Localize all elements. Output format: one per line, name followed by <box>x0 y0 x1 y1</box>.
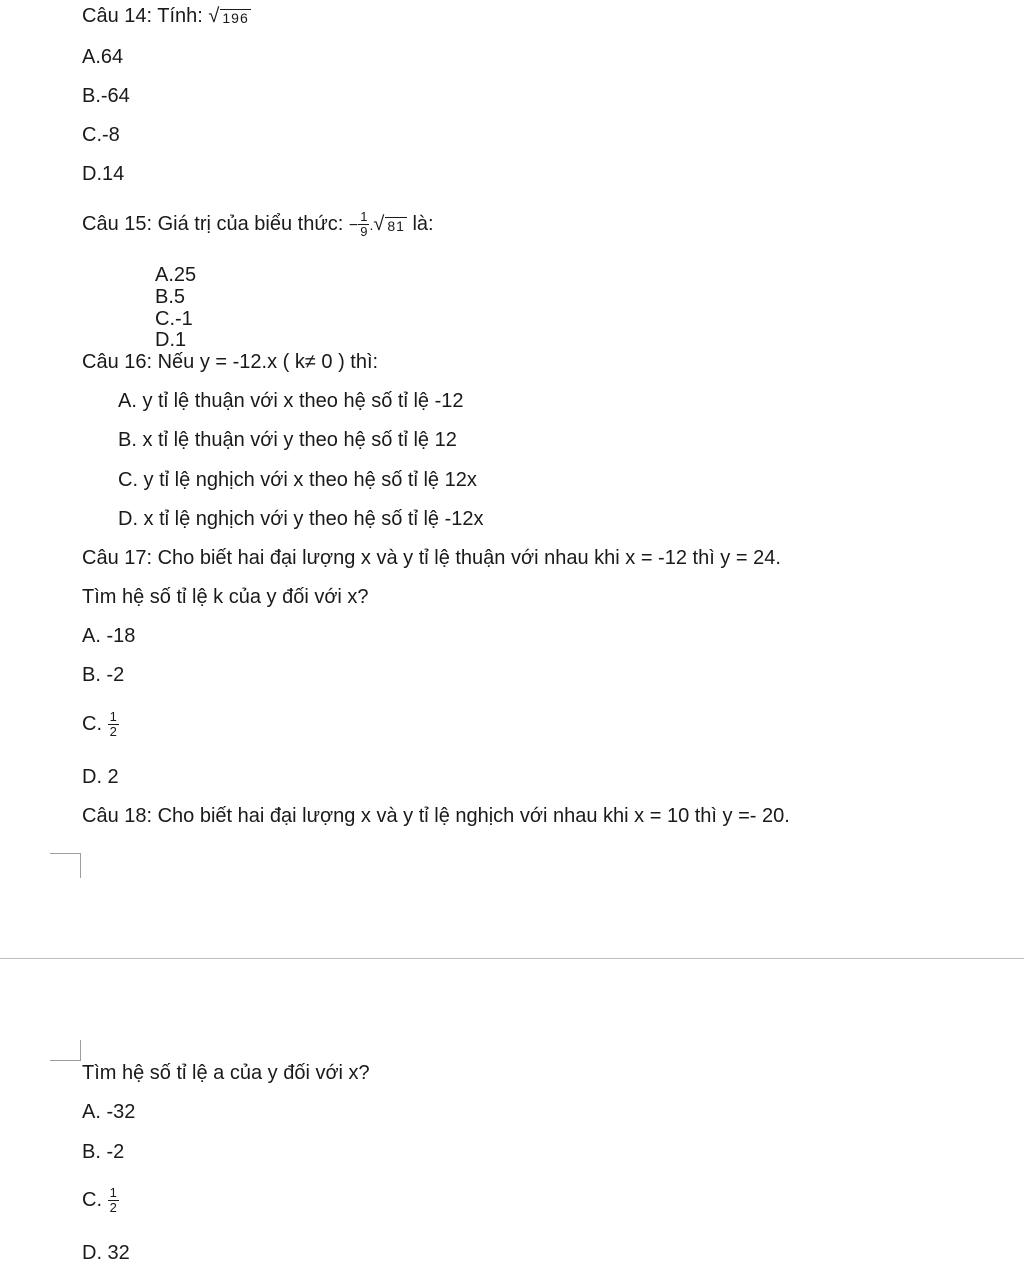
q16-option-d: D. x tỉ lệ nghịch với y theo hệ số tỉ lệ -12x <box>118 508 484 530</box>
q15-option-c: C.-1 <box>155 308 193 330</box>
sqrt-expression: √ 196 <box>208 5 249 27</box>
q14-option-b: B.-64 <box>82 85 130 107</box>
q17-option-d: D. 2 <box>82 766 119 788</box>
question-18-stem-line2: Tìm hệ số tỉ lệ a của y đối với x? <box>82 1062 370 1084</box>
q18-option-a: A. -32 <box>82 1101 136 1123</box>
fraction: $\frac{1}{9}$ <box>360 209 368 240</box>
q16-option-b: B. x tỉ lệ thuận với y theo hệ số tỉ lệ 12 <box>118 429 457 451</box>
page-corner-mark <box>50 853 81 878</box>
q14-option-c: C.-8 <box>82 124 120 146</box>
question-14-stem: Câu 14: Tính: √ 196 <box>82 5 249 27</box>
fraction: $\frac{1}{2}$ <box>109 709 117 740</box>
q18-option-d: D. 32 <box>82 1242 130 1264</box>
q15-option-b: B.5 <box>155 286 186 308</box>
q18-option-c: C. $\frac{1}{2}$ <box>82 1185 117 1216</box>
q17-option-a: A. -18 <box>82 625 136 647</box>
page-break-divider <box>0 958 1024 959</box>
sqrt-expression: √ 81 <box>373 213 405 235</box>
q15-option-d: D.1 <box>155 329 187 351</box>
question-17-stem-line2: Tìm hệ số tỉ lệ k của y đối với x? <box>82 586 369 608</box>
q17-option-c: C. $\frac{1}{2}$ <box>82 709 117 740</box>
radical-sign-icon: √ <box>208 5 221 27</box>
q18-option-b: B. -2 <box>82 1141 125 1163</box>
q15-option-a: A.25 <box>155 264 197 286</box>
question-15-stem: Câu 15: Giá trị của biểu thức: − $\frac{1}{9}$ . √ 81 là: <box>82 209 434 240</box>
radical-sign-icon: √ <box>373 213 386 235</box>
question-16-stem: Câu 16: Nếu y = -12.x ( k≠ 0 ) thì: <box>82 351 379 373</box>
q16-option-a: A. y tỉ lệ thuận với x theo hệ số tỉ lệ -12 <box>118 390 464 412</box>
q17-option-b: B. -2 <box>82 664 125 686</box>
q16-option-c: C. y tỉ lệ nghịch với x theo hệ số tỉ lệ 12x <box>118 469 477 491</box>
q14-option-d: D.14 <box>82 163 125 185</box>
question-17-stem: Câu 17: Cho biết hai đại lượng x và y tỉ lệ thuận với nhau khi x = -12 thì y = 24. <box>82 547 781 569</box>
page-corner-mark <box>50 1040 81 1061</box>
question-18-stem: Câu 18: Cho biết hai đại lượng x và y tỉ lệ nghịch với nhau khi x = 10 thì y =- 20. <box>82 805 790 827</box>
fraction: $\frac{1}{2}$ <box>109 1185 117 1216</box>
q14-option-a: A.64 <box>82 46 124 68</box>
